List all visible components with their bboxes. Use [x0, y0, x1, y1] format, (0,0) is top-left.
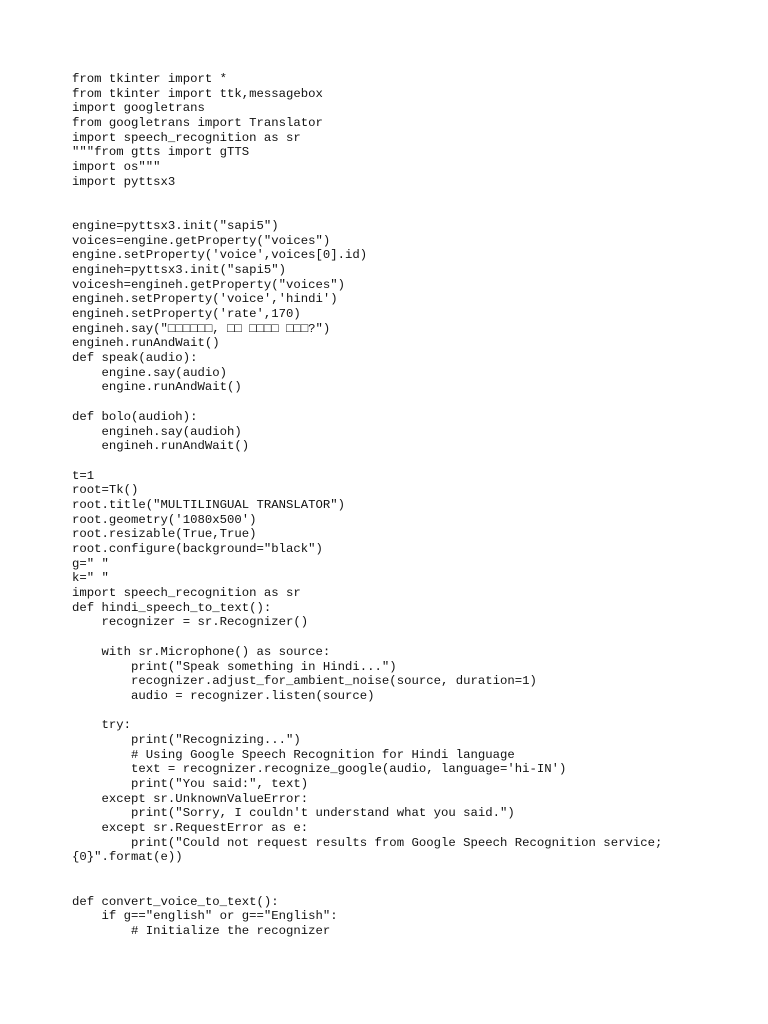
code-line	[72, 880, 732, 895]
code-line: engine.runAndWait()	[72, 380, 242, 395]
code-listing	[72, 72, 732, 939]
code-line: from tkinter import ttk,messagebox	[72, 86, 323, 101]
code-line: from googletrans import Translator	[72, 116, 323, 131]
code-line: import googletrans	[72, 101, 205, 116]
code-line	[72, 865, 732, 880]
code-line: engineh.setProperty('rate',170)	[72, 307, 301, 321]
code-line: print("Sorry, I couldn't understand what you said.")	[72, 806, 515, 821]
code-line: import os"""	[72, 160, 161, 175]
code-line: k=" "	[72, 571, 109, 586]
code-line	[72, 454, 732, 469]
code-line: with sr.Microphone() as source:	[72, 644, 331, 659]
code-line: def speak(audio):	[72, 351, 198, 366]
code-line: def bolo(audioh):	[72, 409, 198, 424]
code-line	[72, 704, 732, 719]
code-line: recognizer.adjust_for_ambient_noise(source, duration=1)	[72, 674, 537, 689]
code-line: engineh.say(audioh)	[72, 424, 242, 439]
code-line: root.configure(background="black")	[72, 542, 323, 556]
code-line: print("Recognizing...")	[72, 732, 301, 747]
code-line: engineh.setProperty('voice','hindi')	[72, 292, 338, 307]
code-line: {0}".format(e))	[72, 850, 183, 865]
code-line: root.geometry('1080x500')	[72, 512, 257, 527]
code-line	[72, 395, 732, 410]
code-line: recognizer = sr.Recognizer()	[72, 615, 309, 630]
code-line: import speech_recognition as sr	[72, 130, 301, 145]
code-line: except sr.UnknownValueError:	[72, 791, 309, 806]
code-line: voicesh=engineh.getProperty("voices")	[72, 277, 346, 292]
code-line: # Initialize the recognizer	[72, 923, 331, 938]
code-line: t=1	[72, 468, 95, 483]
code-line: text = recognizer.recognize_google(audio, language='hi-IN')	[72, 762, 567, 777]
code-line: def hindi_speech_to_text():	[72, 600, 272, 615]
code-line: print("Could not request results from Google Speech Recognition service;	[72, 835, 663, 850]
code-line: root.resizable(True,True)	[72, 527, 257, 542]
code-line: import pyttsx3	[72, 174, 176, 189]
code-line: engineh.runAndWait()	[72, 439, 250, 454]
code-line: root=Tk()	[72, 483, 139, 498]
code-line: # Using Google Speech Recognition for Hindi language	[72, 747, 515, 762]
code-line: audio = recognizer.listen(source)	[72, 688, 375, 703]
code-line: from tkinter import *	[72, 72, 227, 86]
code-line: engineh=pyttsx3.init("sapi5")	[72, 262, 287, 277]
code-line: if g=="english" or g=="English":	[72, 909, 338, 924]
code-line: def convert_voice_to_text():	[72, 894, 279, 909]
code-line: print("Speak something in Hindi...")	[72, 659, 397, 674]
code-line: engine=pyttsx3.init("sapi5")	[72, 218, 279, 233]
code-line: try:	[72, 718, 132, 733]
code-line: engineh.runAndWait()	[72, 336, 220, 351]
code-line: root.title("MULTILINGUAL TRANSLATOR")	[72, 497, 346, 512]
code-line: g=" "	[72, 556, 109, 571]
code-line: """from gtts import gTTS	[72, 145, 250, 160]
code-line: print("You said:", text)	[72, 777, 309, 791]
code-line	[72, 190, 732, 205]
code-line: voices=engine.getProperty("voices")	[72, 233, 331, 248]
code-line: except sr.RequestError as e:	[72, 821, 309, 836]
code-line	[72, 204, 732, 219]
code-line: import speech_recognition as sr	[72, 586, 301, 601]
code-line: engine.setProperty('voice',voices[0].id)	[72, 248, 368, 263]
code-line: engineh.say("□□□□□□, □□ □□□□ □□□?")	[72, 321, 331, 336]
code-line	[72, 630, 732, 645]
code-line: engine.say(audio)	[72, 365, 227, 380]
